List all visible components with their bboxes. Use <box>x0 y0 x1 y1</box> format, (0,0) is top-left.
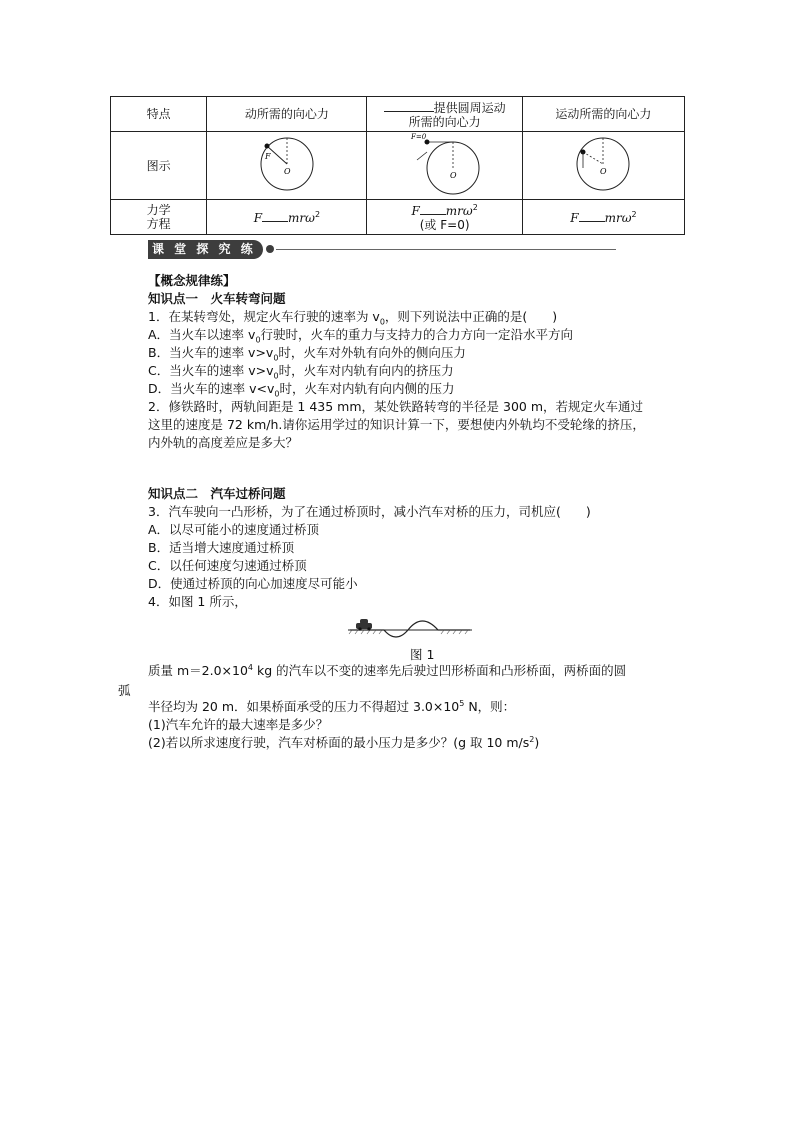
fill-blank[interactable] <box>384 99 434 112</box>
svg-text:F: F <box>264 152 271 161</box>
header-col2: 动所需的向心力 <box>207 97 367 132</box>
question-4-line1-wrap: 弧 <box>118 683 131 698</box>
question-2-line1: 2．修铁路时，两轨间距是 1 435 mm，某处铁路转弯的半径是 300 m，若规定火车通过 <box>148 399 644 414</box>
question-1-option-d[interactable]: D．当火车的速率 $v<v_0$时，火车对内轨有向内侧的压力 <box>148 381 455 399</box>
question-3-option-a[interactable]: A．以尽可能小的速度通过桥顶 <box>148 522 320 537</box>
header-col4: 运动所需的向心力 <box>522 97 684 132</box>
section-dot-icon <box>266 245 274 253</box>
svg-text:O: O <box>283 167 291 176</box>
header-col3: 提供圆周运动 所需的向心力 <box>367 97 522 132</box>
circle-diagram-1 <box>257 134 317 194</box>
circle-diagram-3 <box>573 134 633 194</box>
question-1-option-c[interactable]: C．当火车的速率 $v>v_0$时，火车对内轨有向内的挤压力 <box>148 363 454 381</box>
question-4-sub2: (2)若以所求速度行驶，汽车对桥面的最小压力是多少？(g 取 10 $m/s^2$) <box>148 734 540 750</box>
row-label-diagram: 图示 <box>111 132 207 200</box>
equation-1: F mrω$^2$ <box>207 200 367 235</box>
fill-blank[interactable] <box>420 202 446 215</box>
knowledge-point-2: 知识点二 汽车过桥问题 <box>148 486 286 501</box>
question-3-option-d[interactable]: D．使通过桥顶的向心加速度尽可能小 <box>148 576 358 591</box>
question-1-stem: 1．在某转弯处，规定火车行驶的速率为 $v_0$，则下列说法中正确的是( ) <box>148 309 558 327</box>
question-4-stem: 4．如图 1 所示， <box>148 594 247 609</box>
diagram-3 <box>522 132 684 200</box>
features-table <box>110 96 685 235</box>
equation-2: F mrω$^2$ (或 F=0) <box>367 200 522 235</box>
figure-caption: 图 1 <box>410 647 435 662</box>
question-4-sub1: (1)汽车允许的最大速率是多少？ <box>148 717 329 732</box>
svg-text:F=0: F=0 <box>410 133 426 141</box>
practice-title: 【概念规律练】 <box>148 273 236 288</box>
question-3-stem: 3．汽车驶向一凸形桥，为了在通过桥顶时，减小汽车对桥的压力，司机应( ) <box>148 504 591 519</box>
row-label-equation: 力学 方程 <box>111 200 207 235</box>
equation-3: F mrω$^2$ <box>522 200 684 235</box>
fill-blank[interactable] <box>262 209 288 222</box>
svg-text:O: O <box>449 171 457 180</box>
question-2-line2: 这里的速度是 72 km/h.请你运用学过的知识计算一下，要想使内外轨均不受轮缘的挤压， <box>148 417 645 432</box>
section-title: 课 堂 探 究 练 <box>148 240 263 259</box>
question-1-option-b[interactable]: B．当火车的速率 $v>v_0$时，火车对外轨有向外的侧向压力 <box>148 345 466 363</box>
circle-diagram-2 <box>405 132 485 196</box>
question-3-option-b[interactable]: B．适当增大速度通过桥顶 <box>148 540 295 555</box>
question-3-option-c[interactable]: C．以任何速度匀速通过桥顶 <box>148 558 307 573</box>
question-4-line1: 质量 $m=2.0\times 10^4$ kg 的汽车以不变的速率先后驶过凹形桥面和凸形桥面，两桥面的圆 <box>148 662 627 678</box>
diagram-1 <box>207 132 367 200</box>
question-1-option-a[interactable]: A．当火车以速率 $v_0$行驶时，火车的重力与支持力的合力方向一定沿水平方向 <box>148 327 574 345</box>
car-icon <box>356 619 372 631</box>
question-2-line3: 内外轨的高度差应是多大？ <box>148 435 299 450</box>
section-divider <box>276 249 616 250</box>
knowledge-point-1: 知识点一 火车转弯问题 <box>148 291 286 306</box>
fill-blank[interactable] <box>579 209 605 222</box>
svg-text:O: O <box>600 167 607 176</box>
bridge-figure <box>348 610 472 642</box>
diagram-2 <box>367 132 522 200</box>
header-feature: 特点 <box>111 97 207 132</box>
question-4-line2: 半径均为 20 m．如果桥面承受的压力不得超过 $3.0\times 10^5$ N，则： <box>148 698 516 714</box>
